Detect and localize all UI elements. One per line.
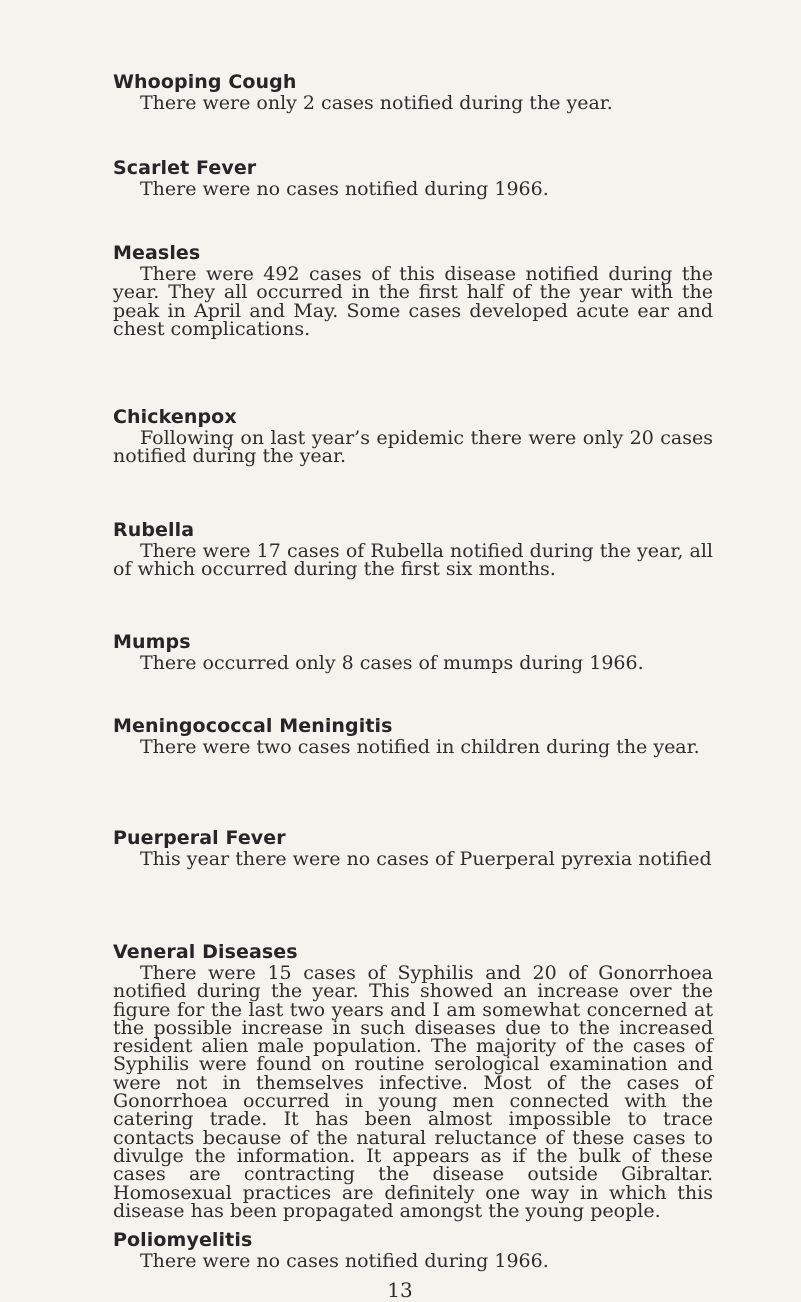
section-veneral-diseases bbox=[113, 940, 713, 1220]
section-heading: Poliomyelitis bbox=[113, 1229, 253, 1251]
section-heading: Chickenpox bbox=[113, 406, 237, 428]
section-text: There were 17 cases of Rubella notified during the year, all of which occurred during the first six months. bbox=[113, 540, 713, 581]
section-text: There were 492 cases of this disease notified during the year. They all occurred in the first half of the year with the peak in April and May. Some cases developed acute ear and chest complications. bbox=[113, 263, 713, 340]
section-puerperal-fever bbox=[113, 826, 713, 868]
section-text: There were only 2 cases notified during the year. bbox=[140, 92, 613, 114]
section-rubella bbox=[113, 518, 713, 579]
section-chickenpox bbox=[113, 405, 713, 466]
section-text: There were no cases notified during 1966. bbox=[140, 1250, 549, 1272]
section-text: This year there were no cases of Puerperal pyrexia notified bbox=[140, 848, 712, 870]
section-heading: Measles bbox=[113, 242, 201, 264]
section-text: There were 15 cases of Syphilis and 20 of Gonorrhoea notified during the year. This showed an increase over the figure for the last two years and I am somewhat concerned at the possible increase in such diseases due to the increased resident alien male population. The majority of the cases of Syphilis were found on routine serological examination and were not in themselves infective. Most of the cases of Gonorrhoea occurred in young men connected with the catering trade. It has been almost impossible to trace contacts because of the natural reluctance of these cases to divulge the information. It appears as if the bulk of these cases are contracting the disease outside Gibraltar. Homosexual practices are definitely one way in which this disease has been propagated amongst the young people. bbox=[113, 962, 713, 1222]
section-meningococcal-meningitis bbox=[113, 714, 713, 756]
section-text: There were no cases notified during 1966. bbox=[140, 178, 549, 200]
section-text: There occurred only 8 cases of mumps during 1966. bbox=[140, 652, 644, 674]
section-heading: Puerperal Fever bbox=[113, 827, 286, 849]
section-heading: Meningococcal Meningitis bbox=[113, 715, 393, 737]
section-measles bbox=[113, 241, 713, 338]
section-text: Following on last year’s epidemic there were only 20 cases notified during the year. bbox=[113, 427, 713, 468]
section-heading: Whooping Cough bbox=[113, 71, 297, 93]
section-whooping-cough bbox=[113, 70, 713, 112]
section-heading: Rubella bbox=[113, 519, 195, 541]
page-number: 13 bbox=[387, 1278, 413, 1302]
section-poliomyelitis bbox=[113, 1228, 713, 1270]
section-heading: Scarlet Fever bbox=[113, 157, 257, 179]
section-mumps bbox=[113, 630, 713, 672]
section-text: There were two cases notified in children during the year. bbox=[140, 736, 700, 758]
section-heading: Veneral Diseases bbox=[113, 941, 298, 963]
section-scarlet-fever bbox=[113, 156, 713, 198]
section-heading: Mumps bbox=[113, 631, 191, 653]
